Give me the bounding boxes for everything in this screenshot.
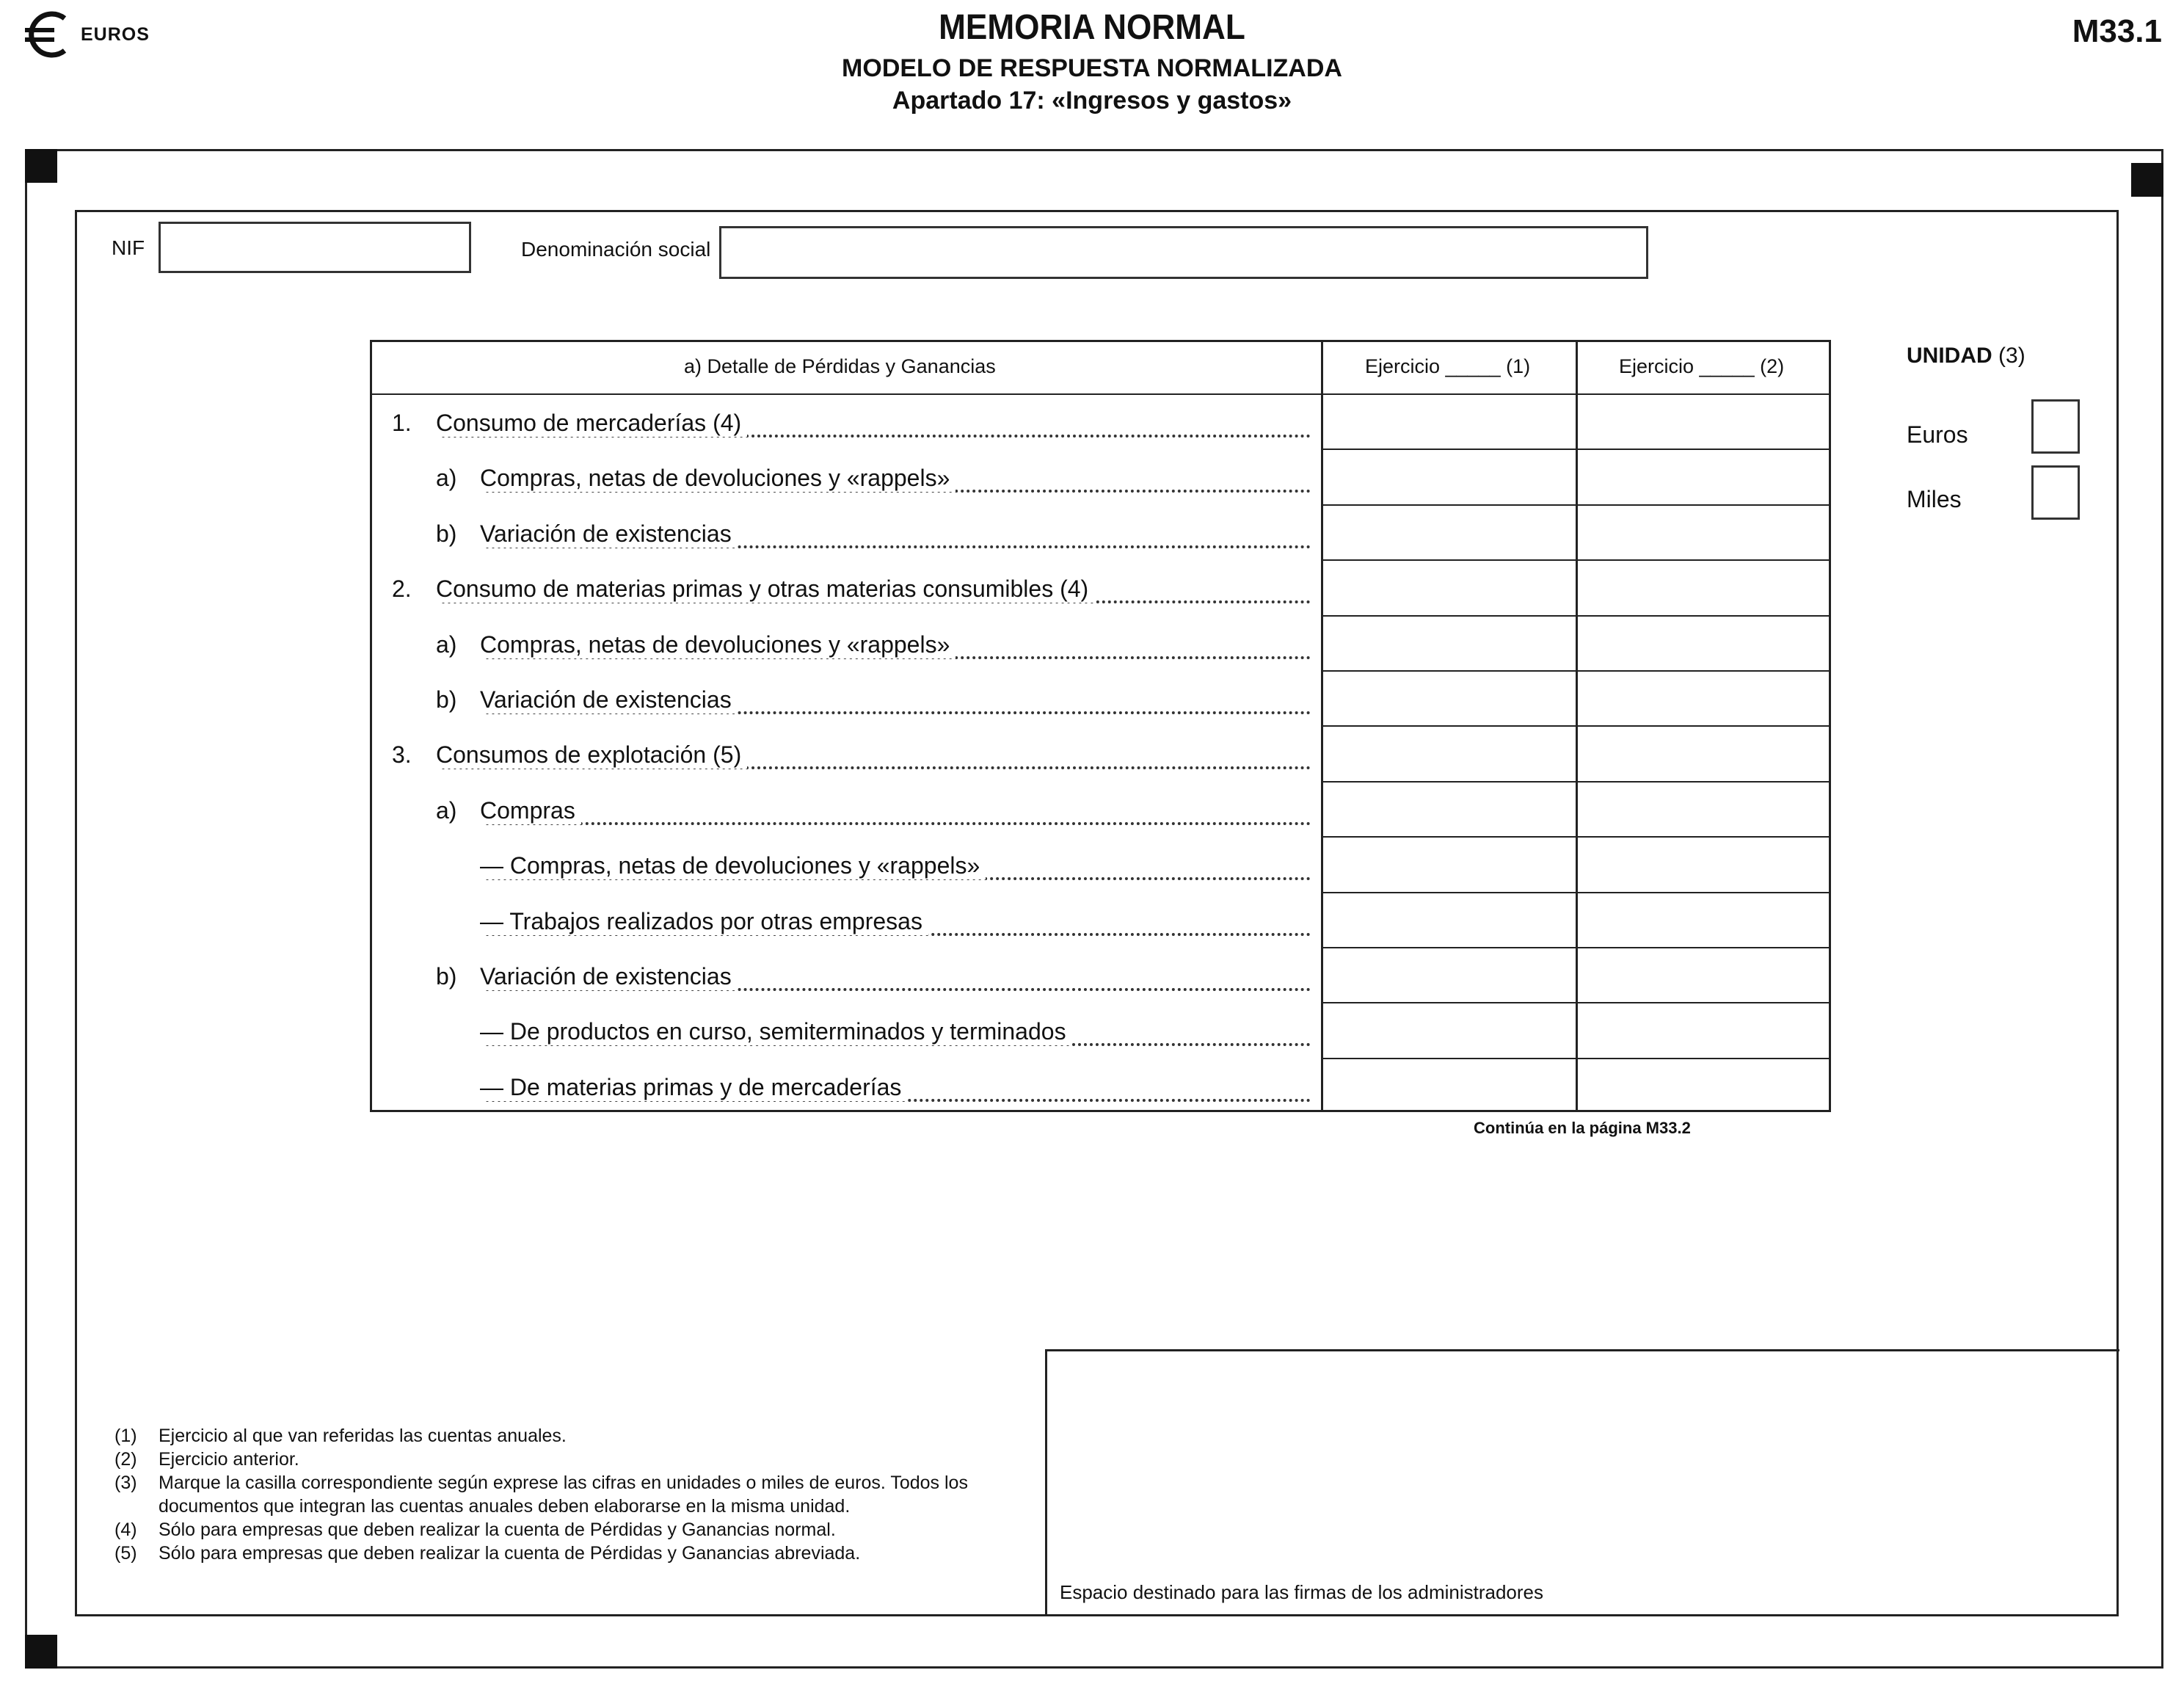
row-label: Variación de existencias <box>480 520 738 548</box>
row-number: b) <box>436 520 462 548</box>
value-cell-ejercicio-1[interactable] <box>1323 1003 1576 1056</box>
row-separator <box>1321 504 1831 506</box>
row-separator <box>1321 947 1831 948</box>
row-label: Variación de existencias <box>480 686 738 714</box>
row-separator <box>1321 559 1831 561</box>
unidad-ref: (3) <box>1998 344 2025 368</box>
footnote-number: (1) <box>114 1426 137 1446</box>
value-cell-ejercicio-1[interactable] <box>1323 450 1576 502</box>
unit-checkbox-miles[interactable] <box>2031 465 2080 520</box>
row-separator <box>1321 449 1831 450</box>
signature-label: Espacio destinado para las firmas de los administradores <box>1060 1581 1544 1603</box>
value-cell-ejercicio-1[interactable] <box>1323 561 1576 613</box>
value-cell-ejercicio-2[interactable] <box>1578 1059 1831 1111</box>
section-title: Apartado 17: «Ingresos y gastos» <box>892 87 1292 115</box>
value-cell-ejercicio-2[interactable] <box>1578 506 1831 558</box>
value-cell-ejercicio-2[interactable] <box>1578 727 1831 779</box>
footnote <box>114 1471 1032 1518</box>
column-header-ejercicio-1: Ejercicio _____ (1) <box>1365 355 1531 377</box>
row-label: Compras <box>480 797 581 824</box>
row-label: Variación de existencias <box>480 963 738 990</box>
value-cell-ejercicio-2[interactable] <box>1578 395 1831 447</box>
unidad-title-text: UNIDAD <box>1907 344 1992 368</box>
row-label: Compras, netas de devoluciones y «rappels» <box>480 465 956 492</box>
row-number: a) <box>436 631 462 658</box>
footnote-number: (4) <box>114 1520 137 1540</box>
value-cell-ejercicio-2[interactable] <box>1578 450 1831 502</box>
denominacion-label: Denominación social <box>521 238 711 261</box>
row-label: — De materias primas y de mercaderías <box>480 1074 907 1101</box>
value-cell-ejercicio-1[interactable] <box>1323 783 1576 835</box>
row-number: 2. <box>392 576 418 603</box>
value-cell-ejercicio-1[interactable] <box>1323 893 1576 945</box>
value-cell-ejercicio-1[interactable] <box>1323 395 1576 447</box>
value-cell-ejercicio-1[interactable] <box>1323 672 1576 724</box>
value-cell-ejercicio-1[interactable] <box>1323 506 1576 558</box>
footnote <box>114 1448 1032 1471</box>
footnote-text: Sólo para empresas que deben realizar la cuenta de Pérdidas y Ganancias normal. <box>159 1520 836 1540</box>
row-number: b) <box>436 963 462 990</box>
row-number: 1. <box>392 410 418 437</box>
value-cell-ejercicio-1[interactable] <box>1323 727 1576 779</box>
dotted-leader <box>486 822 1311 825</box>
value-cell-ejercicio-2[interactable] <box>1578 948 1831 1001</box>
row-separator <box>1321 1002 1831 1003</box>
value-cell-ejercicio-2[interactable] <box>1578 561 1831 613</box>
value-cell-ejercicio-1[interactable] <box>1323 838 1576 890</box>
footnote <box>114 1424 1032 1448</box>
footnote-text: Marque la casilla correspondiente según exprese las cifras en unidades o miles de euros. Todos los documentos que integran las cuentas anuales deben elaborarse en la misma unidad. <box>159 1473 968 1517</box>
corner-mark-bottom-left <box>25 1635 57 1669</box>
row-label: Consumo de mercaderías (4) <box>436 410 747 437</box>
value-cell-ejercicio-1[interactable] <box>1323 1059 1576 1111</box>
corner-mark-top-left <box>25 149 57 183</box>
value-cell-ejercicio-2[interactable] <box>1578 672 1831 724</box>
row-label: — De productos en curso, semiterminados y terminados <box>480 1018 1072 1045</box>
footnote-number: (3) <box>114 1473 137 1493</box>
unit-label-euros: Euros <box>1907 421 1968 448</box>
page-title: MEMORIA NORMAL <box>939 8 1245 47</box>
table-header-title: a) Detalle de Pérdidas y Ganancias <box>684 355 996 377</box>
footnote <box>114 1542 1032 1565</box>
nif-field[interactable] <box>159 222 471 273</box>
value-cell-ejercicio-2[interactable] <box>1578 617 1831 669</box>
row-number: 3. <box>392 741 418 769</box>
footnote-text: Sólo para empresas que deben realizar la cuenta de Pérdidas y Ganancias abreviada. <box>159 1543 861 1564</box>
row-separator <box>1321 781 1831 783</box>
row-label: — Compras, netas de devoluciones y «rappels» <box>480 852 986 879</box>
row-separator <box>1321 1058 1831 1059</box>
footnote-number: (2) <box>114 1449 137 1470</box>
footnote-text: Ejercicio al que van referidas las cuentas anuales. <box>159 1426 567 1446</box>
unit-label-miles: Miles <box>1907 486 1962 512</box>
corner-mark-top-right <box>2131 163 2163 197</box>
row-label: Compras, netas de devoluciones y «rappels» <box>480 631 956 658</box>
column-header-ejercicio-2: Ejercicio _____ (2) <box>1619 355 1785 377</box>
row-label: Consumo de materias primas y otras materias consumibles (4) <box>436 576 1094 603</box>
value-cell-ejercicio-2[interactable] <box>1578 893 1831 945</box>
row-separator <box>1321 670 1831 672</box>
value-cell-ejercicio-2[interactable] <box>1578 838 1831 890</box>
row-separator <box>1321 615 1831 617</box>
nif-label: NIF <box>112 236 145 259</box>
row-label: — Trabajos realizados por otras empresas <box>480 908 928 935</box>
unit-checkbox-euros[interactable] <box>2031 399 2080 454</box>
signature-area[interactable] <box>1045 1349 2119 1615</box>
row-number: a) <box>436 797 462 824</box>
denominacion-field[interactable] <box>719 226 1648 279</box>
row-number: b) <box>436 686 462 714</box>
value-cell-ejercicio-1[interactable] <box>1323 617 1576 669</box>
euro-icon <box>22 8 75 61</box>
footnote <box>114 1518 1032 1542</box>
unidad-title <box>1907 344 2025 368</box>
footnotes <box>114 1424 1032 1565</box>
continua-note: Continúa en la página M33.2 <box>1474 1119 1691 1137</box>
row-separator <box>1321 725 1831 727</box>
form-code: M33.1 <box>2072 13 2162 49</box>
row-number: a) <box>436 465 462 492</box>
footnote-number: (5) <box>114 1543 137 1564</box>
row-separator <box>1321 892 1831 893</box>
row-separator <box>1321 836 1831 838</box>
value-cell-ejercicio-1[interactable] <box>1323 948 1576 1001</box>
value-cell-ejercicio-2[interactable] <box>1578 783 1831 835</box>
page-subtitle: MODELO DE RESPUESTA NORMALIZADA <box>842 54 1342 82</box>
euro-logo-text: EUROS <box>81 23 150 45</box>
row-label: Consumos de explotación (5) <box>436 741 747 769</box>
footnote-text: Ejercicio anterior. <box>159 1449 299 1470</box>
value-cell-ejercicio-2[interactable] <box>1578 1003 1831 1056</box>
